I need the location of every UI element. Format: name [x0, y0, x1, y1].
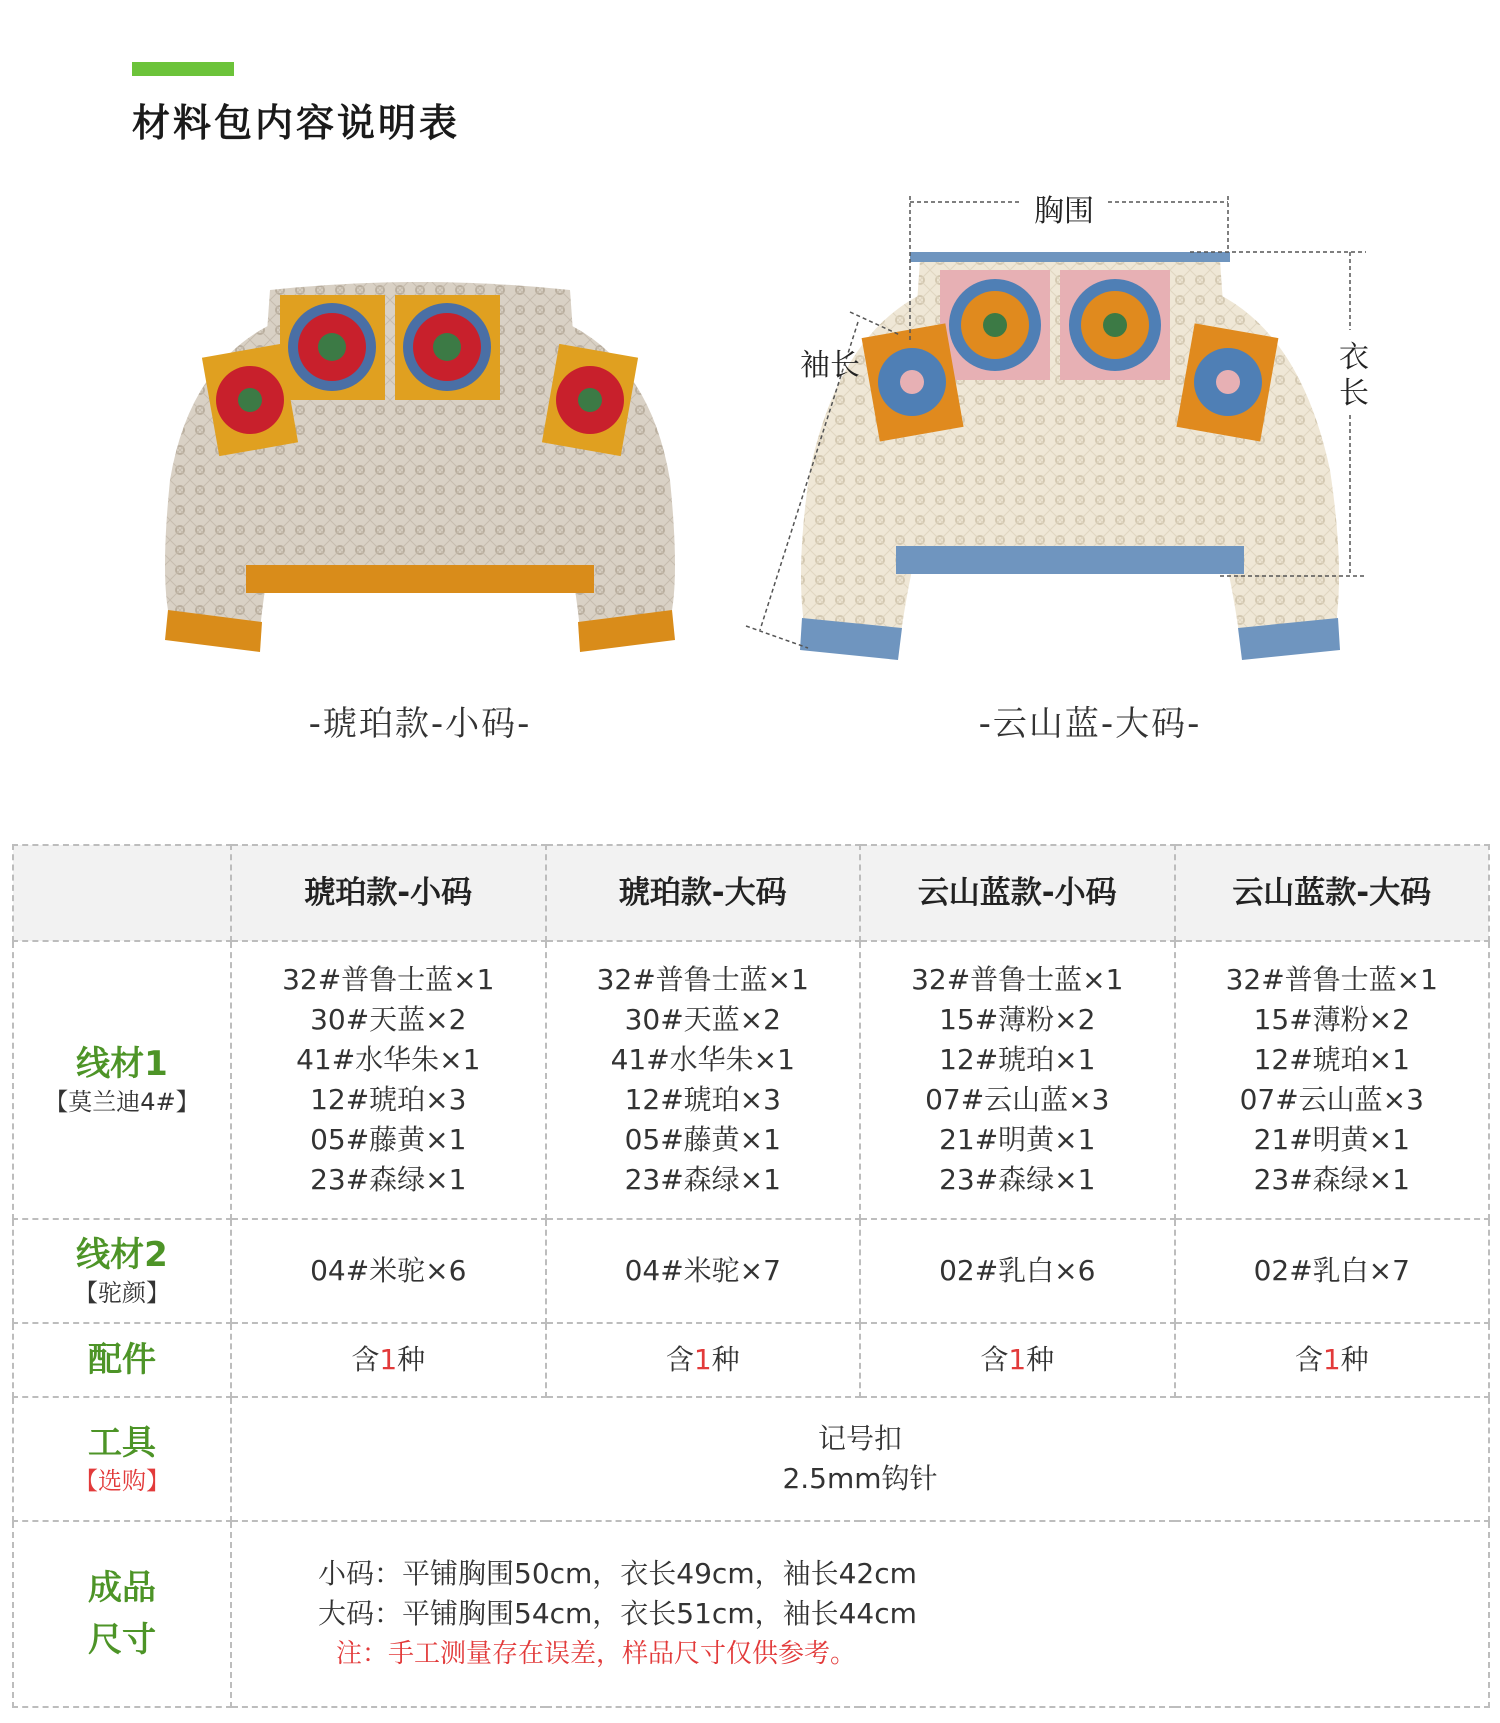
yarn2-row [13, 1219, 1489, 1323]
accessory-count: 1 [1322, 1343, 1341, 1376]
accessory-cell [860, 1323, 1175, 1397]
tools-label-cell [13, 1397, 231, 1521]
yarn-item: 21#明黄×1 [939, 1123, 1096, 1156]
yarn-item: 12#琥珀×3 [310, 1083, 467, 1116]
yarn-item: 32#普鲁士蓝×1 [596, 963, 809, 996]
row-sublabel: 【莫兰迪4#】 [44, 1088, 200, 1116]
yarn-item: 41#水华朱×1 [610, 1043, 795, 1076]
row-label: 工具 [88, 1423, 156, 1463]
row-label: 线材2 [76, 1235, 168, 1275]
tool-item: 记号扣 [817, 1422, 902, 1455]
accessory-suffix: 种 [1026, 1343, 1055, 1376]
page-title: 材料包内容说明表 [132, 101, 461, 145]
accessory-count: 1 [379, 1343, 398, 1376]
yarn2-cell: 02#乳白×7 [1175, 1219, 1490, 1323]
yarn-item: 23#森绿×1 [939, 1163, 1096, 1196]
row-sublabel: 【选购】 [74, 1467, 170, 1495]
accessory-prefix: 含 [1294, 1343, 1323, 1376]
yarn-item: 15#薄粉×2 [1253, 1003, 1410, 1036]
column-header: 琥珀款-大码 [546, 845, 861, 941]
size-row [13, 1521, 1489, 1707]
product-caption-amber: -琥珀款-小码- [308, 704, 532, 744]
accessory-prefix: 含 [351, 1343, 380, 1376]
accessory-label-cell [13, 1323, 231, 1397]
accessory-row [13, 1323, 1489, 1397]
length-label: 衣 长 [1339, 340, 1369, 411]
yarn-item: 32#普鲁士蓝×1 [282, 963, 495, 996]
chest-label: 胸围 [1034, 194, 1094, 229]
yarn2-label-cell [13, 1219, 231, 1323]
column-header: 云山蓝款-大码 [1175, 845, 1490, 941]
yarn1-label-cell [13, 941, 231, 1219]
accessory-suffix: 种 [397, 1343, 426, 1376]
yarn-item: 41#水华朱×1 [296, 1043, 481, 1076]
materials-table [12, 844, 1490, 1708]
accessory-count: 1 [693, 1343, 712, 1376]
row-sublabel: 【驼颜】 [74, 1279, 170, 1307]
yarn-item: 05#藤黄×1 [624, 1123, 781, 1156]
column-header: 琥珀款-小码 [231, 845, 546, 941]
tools-cell [231, 1397, 1489, 1521]
accessory-cell [1175, 1323, 1490, 1397]
yarn-item: 07#云山蓝×3 [1239, 1083, 1424, 1116]
yarn1-cell [860, 941, 1175, 1219]
yarn1-cell [546, 941, 861, 1219]
row-label: 线材1 [76, 1044, 168, 1084]
yarn2-cell: 04#米驼×6 [231, 1219, 546, 1323]
yarn-item: 12#琥珀×3 [624, 1083, 781, 1116]
sleeve-label: 袖长 [800, 348, 860, 383]
yarn2-cell: 02#乳白×6 [860, 1219, 1175, 1323]
accessory-cell [546, 1323, 861, 1397]
yarn1-cell [1175, 941, 1490, 1219]
row-label: 配件 [88, 1340, 156, 1380]
tool-item: 2.5mm钩针 [782, 1462, 938, 1495]
yarn-item: 07#云山蓝×3 [925, 1083, 1110, 1116]
row-label: 尺寸 [88, 1620, 156, 1660]
yarn-item: 15#薄粉×2 [939, 1003, 1096, 1036]
yarn-item: 32#普鲁士蓝×1 [1225, 963, 1438, 996]
accessory-prefix: 含 [665, 1343, 694, 1376]
yarn2-cell: 04#米驼×7 [546, 1219, 861, 1323]
yarn-item: 23#森绿×1 [1253, 1163, 1410, 1196]
yarn-item: 30#天蓝×2 [624, 1003, 781, 1036]
table-header-row [13, 845, 1489, 941]
yarn1-row [13, 941, 1489, 1219]
product-caption-blue: -云山蓝-大码- [978, 704, 1202, 744]
accessory-prefix: 含 [980, 1343, 1009, 1376]
yarn-item: 12#琥珀×1 [939, 1043, 1096, 1076]
yarn-item: 05#藤黄×1 [310, 1123, 467, 1156]
header-corner [13, 845, 231, 941]
size-large: 大码：平铺胸围54cm，衣长51cm，袖长44cm [318, 1597, 917, 1630]
yarn-item: 21#明黄×1 [1253, 1123, 1410, 1156]
yarn-item: 12#琥珀×1 [1253, 1043, 1410, 1076]
size-note: 注：手工测量存在误差，样品尺寸仅供参考。 [336, 1639, 857, 1669]
dimension-lines [0, 0, 1500, 700]
row-label: 成品 [88, 1568, 156, 1608]
size-label-cell [13, 1521, 231, 1707]
accessory-count: 1 [1008, 1343, 1027, 1376]
size-small: 小码：平铺胸围50cm，衣长49cm，袖长42cm [318, 1557, 917, 1590]
accessory-suffix: 种 [711, 1343, 740, 1376]
yarn-item: 23#森绿×1 [624, 1163, 781, 1196]
size-cell [231, 1521, 1489, 1707]
yarn-item: 32#普鲁士蓝×1 [911, 963, 1124, 996]
tools-row [13, 1397, 1489, 1521]
yarn-item: 30#天蓝×2 [310, 1003, 467, 1036]
yarn1-cell [231, 941, 546, 1219]
accessory-cell [231, 1323, 546, 1397]
column-header: 云山蓝款-小码 [860, 845, 1175, 941]
accessory-suffix: 种 [1340, 1343, 1369, 1376]
yarn-item: 23#森绿×1 [310, 1163, 467, 1196]
